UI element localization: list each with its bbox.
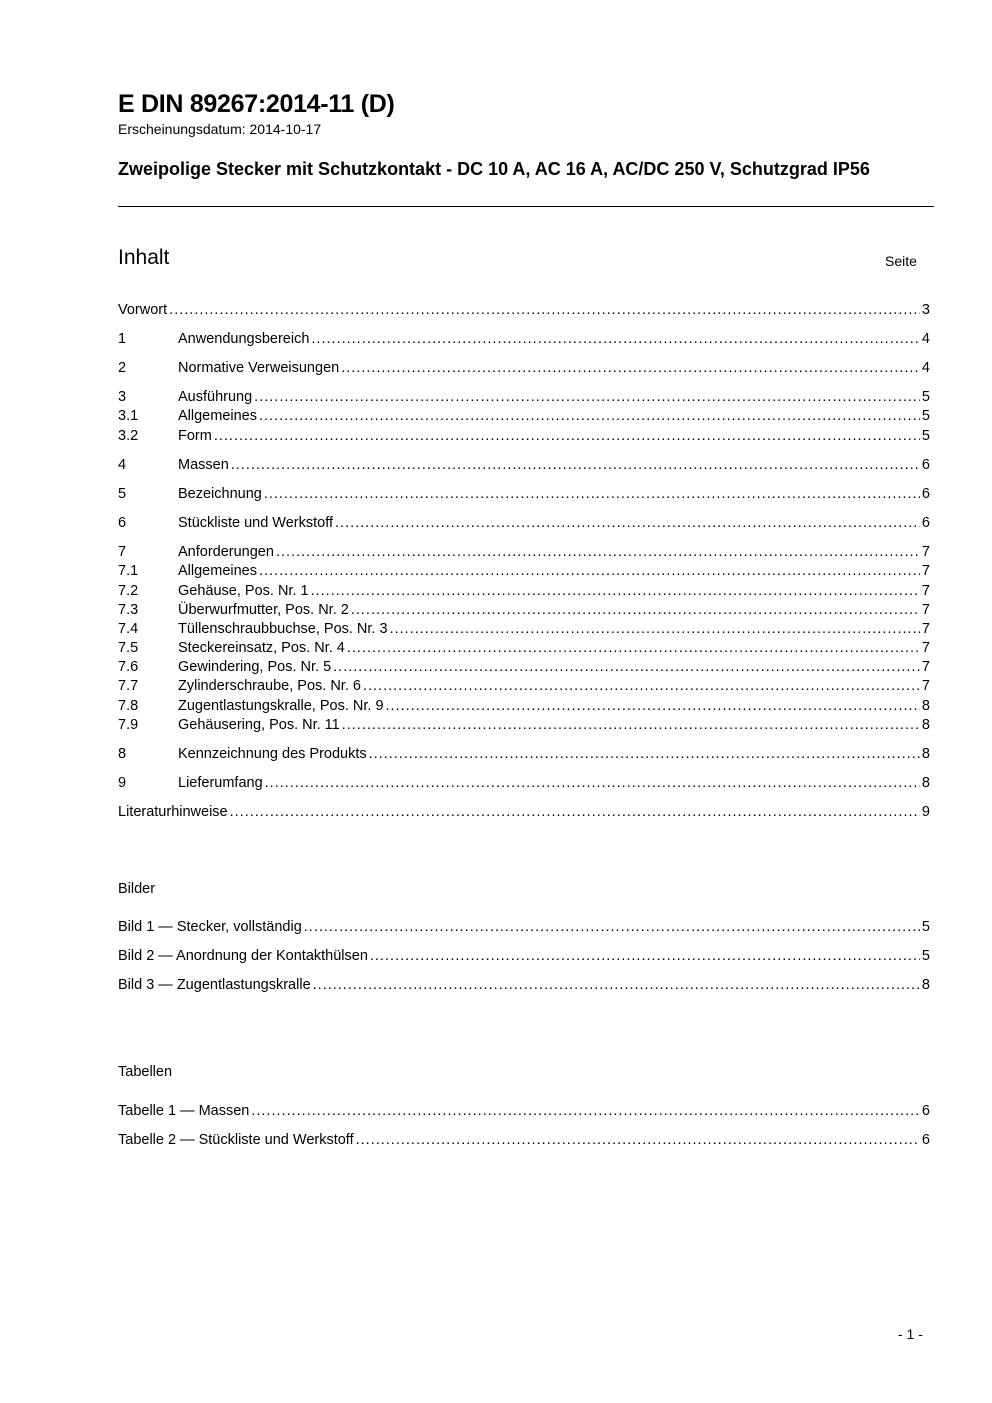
- toc-entry-title: Anforderungen: [178, 544, 274, 560]
- toc-entry-page: 7: [921, 678, 930, 694]
- toc-entry-title: Stückliste und Werkstoff: [178, 515, 334, 531]
- toc-entry-number: 9: [118, 775, 127, 791]
- figure-entry-page: 5: [921, 948, 930, 964]
- toc-entry-number: 3.2: [118, 428, 139, 444]
- toc-entry[interactable]: [118, 583, 930, 602]
- figure-entry-page: 5: [921, 919, 930, 935]
- dot-leader: [341, 360, 920, 376]
- figure-entry-page: 8: [921, 977, 930, 993]
- toc-entry[interactable]: [118, 389, 930, 408]
- toc-entry-title: Überwurfmutter, Pos. Nr. 2: [178, 602, 349, 618]
- dot-leader: [254, 389, 920, 405]
- toc-entry-number: 2: [118, 360, 127, 376]
- dot-leader: [230, 804, 920, 820]
- toc-entry-number: 7.3: [118, 602, 139, 618]
- toc-entry-page: 8: [921, 717, 930, 733]
- toc-entry-page: 8: [921, 698, 930, 714]
- table-entry-title: Tabelle 2 — Stückliste und Werkstoff: [118, 1132, 354, 1148]
- toc-entry-title: Bezeichnung: [178, 486, 262, 502]
- toc-entry[interactable]: [118, 775, 930, 794]
- toc-entry-title: Vorwort: [118, 302, 168, 318]
- toc-entry-title: Gehäuse, Pos. Nr. 1: [178, 583, 309, 599]
- dot-leader: [214, 428, 920, 444]
- toc-entry-page: 3: [921, 302, 930, 318]
- dot-leader: [313, 977, 920, 993]
- dot-leader: [259, 563, 920, 579]
- dot-leader: [265, 775, 920, 791]
- toc-entry-number: 7.1: [118, 563, 139, 579]
- toc-entry-title: Ausführung: [178, 389, 253, 405]
- toc-entry-title: Massen: [178, 457, 229, 473]
- toc-entry-page: 7: [921, 544, 930, 560]
- dot-leader: [259, 408, 920, 424]
- toc-entry-number: 7.8: [118, 698, 139, 714]
- toc-entry-title: Lieferumfang: [178, 775, 263, 791]
- dot-leader: [251, 1103, 920, 1119]
- toc-entry-number: 6: [118, 515, 127, 531]
- toc-entry[interactable]: [118, 621, 930, 640]
- dot-leader: [342, 717, 920, 733]
- toc-entry-page: 6: [921, 457, 930, 473]
- dot-leader: [386, 698, 920, 714]
- toc-entry-title: Form: [178, 428, 212, 444]
- dot-leader: [311, 583, 920, 599]
- toc-entry[interactable]: [118, 717, 930, 736]
- toc-entry-literaturhinweise[interactable]: [118, 804, 930, 823]
- toc-entry-page: 6: [921, 515, 930, 531]
- toc-entry-number: 7.2: [118, 583, 139, 599]
- toc-entry-page: 5: [921, 389, 930, 405]
- figure-entry-title: Bild 3 — Zugentlastungskralle: [118, 977, 311, 993]
- toc-entry-title: Gewindering, Pos. Nr. 5: [178, 659, 332, 675]
- toc-entry-number: 1: [118, 331, 127, 347]
- dot-leader: [231, 457, 920, 473]
- toc-entry-number: 3.1: [118, 408, 139, 424]
- toc-entry-page: 5: [921, 428, 930, 444]
- toc-entry-title: Tüllenschraubbuchse, Pos. Nr. 3: [178, 621, 388, 637]
- toc-entry-title: Allgemeines: [178, 408, 257, 424]
- title-divider: [118, 206, 934, 207]
- tables-heading: Tabellen: [118, 1064, 173, 1080]
- toc-entry[interactable]: [118, 746, 930, 765]
- dot-leader: [311, 331, 920, 347]
- toc-entry-number: 7.4: [118, 621, 139, 637]
- toc-entry-title: Zugentlastungskralle, Pos. Nr. 9: [178, 698, 384, 714]
- dot-leader: [169, 302, 920, 318]
- toc-entry-page: 9: [921, 804, 930, 820]
- dot-leader: [370, 948, 920, 964]
- figure-entry-title: Bild 1 — Stecker, vollständig: [118, 919, 302, 935]
- toc-entry-title: Kennzeichnung des Produkts: [178, 746, 367, 762]
- toc-entry[interactable]: [118, 678, 930, 697]
- toc-entry-number: 5: [118, 486, 127, 502]
- publication-date: Erscheinungsdatum: 2014-10-17: [118, 121, 322, 137]
- toc-entry-page: 7: [921, 602, 930, 618]
- toc-entry-title: Gehäusering, Pos. Nr. 11: [178, 717, 340, 733]
- toc-entry-number: 7.7: [118, 678, 139, 694]
- dot-leader: [369, 746, 920, 762]
- toc-entry-number: 7.9: [118, 717, 139, 733]
- toc-entry-page: 4: [921, 360, 930, 376]
- figure-entry-title: Bild 2 — Anordnung der Kontakthülsen: [118, 948, 368, 964]
- table-entry-title: Tabelle 1 — Massen: [118, 1103, 250, 1119]
- toc-entry-title: Literaturhinweise: [118, 804, 228, 820]
- toc-entry-number: 4: [118, 457, 127, 473]
- dot-leader: [347, 640, 920, 656]
- toc-entry[interactable]: [118, 659, 930, 678]
- toc-entry-number: 7.5: [118, 640, 139, 656]
- dot-leader: [264, 486, 920, 502]
- figure-entry[interactable]: [118, 919, 930, 938]
- toc-entry[interactable]: [118, 486, 930, 505]
- table-entry[interactable]: [118, 1103, 930, 1122]
- toc-entry-number: 3: [118, 389, 127, 405]
- figure-entry[interactable]: [118, 948, 930, 967]
- toc-entry-title: Zylinderschraube, Pos. Nr. 6: [178, 678, 361, 694]
- toc-entry[interactable]: [118, 698, 930, 717]
- document-title: Zweipolige Stecker mit Schutzkontakt - DC 10 A, AC 16 A, AC/DC 250 V, Schutzgrad IP56: [118, 159, 870, 179]
- dot-leader: [351, 602, 920, 618]
- page-column-label: Seite: [885, 253, 917, 269]
- dot-leader: [390, 621, 920, 637]
- dot-leader: [333, 659, 920, 675]
- toc-entry-page: 6: [921, 486, 930, 502]
- page-number: - 1 -: [898, 1326, 923, 1342]
- toc-entry-page: 8: [921, 775, 930, 791]
- toc-entry-vorwort[interactable]: [118, 302, 930, 321]
- toc-entry-page: 7: [921, 659, 930, 675]
- toc-entry[interactable]: [118, 331, 930, 350]
- toc-entry-title: Allgemeines: [178, 563, 257, 579]
- toc-entry-page: 7: [921, 583, 930, 599]
- figures-heading: Bilder: [118, 881, 156, 897]
- toc-entry[interactable]: [118, 640, 930, 659]
- toc-entry[interactable]: [118, 360, 930, 379]
- toc-entry[interactable]: [118, 544, 930, 563]
- figure-entry[interactable]: [118, 977, 930, 996]
- toc-entry[interactable]: [118, 515, 930, 534]
- toc-entry-page: 7: [921, 640, 930, 656]
- dot-leader: [335, 515, 920, 531]
- dot-leader: [363, 678, 920, 694]
- toc-entry-page: 4: [921, 331, 930, 347]
- toc-entry-page: 7: [921, 621, 930, 637]
- toc-entry-page: 5: [921, 408, 930, 424]
- toc-entry[interactable]: [118, 602, 930, 621]
- toc-entry-title: Steckereinsatz, Pos. Nr. 4: [178, 640, 345, 656]
- toc-entry-number: 7: [118, 544, 127, 560]
- toc-entry-title: Anwendungsbereich: [178, 331, 310, 347]
- dot-leader: [356, 1132, 920, 1148]
- dot-leader: [304, 919, 920, 935]
- document-number: E DIN 89267:2014-11 (D): [118, 90, 395, 118]
- toc-entry[interactable]: [118, 457, 930, 476]
- toc-entry[interactable]: [118, 408, 930, 427]
- dot-leader: [276, 544, 920, 560]
- table-entry-page: 6: [921, 1103, 930, 1119]
- toc-entry-number: 8: [118, 746, 127, 762]
- table-entry-page: 6: [921, 1132, 930, 1148]
- toc-entry[interactable]: [118, 428, 930, 447]
- toc-entry-number: 7.6: [118, 659, 139, 675]
- contents-heading: Inhalt: [118, 246, 170, 269]
- table-entry[interactable]: [118, 1132, 930, 1151]
- toc-entry-page: 8: [921, 746, 930, 762]
- toc-entry[interactable]: [118, 563, 930, 582]
- toc-entry-page: 7: [921, 563, 930, 579]
- toc-entry-title: Normative Verweisungen: [178, 360, 340, 376]
